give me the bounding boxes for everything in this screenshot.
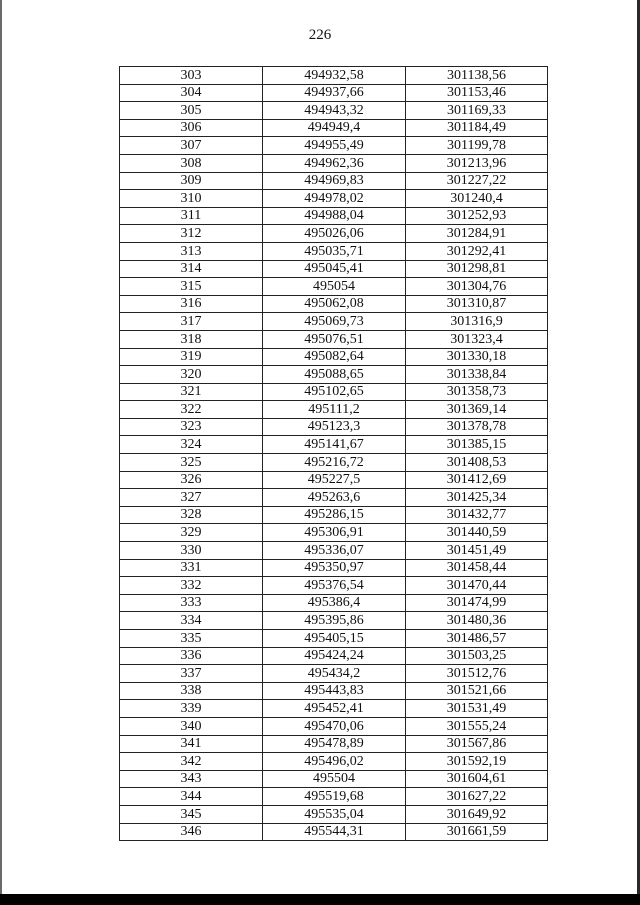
point-number-cell: 308: [120, 154, 263, 172]
y-coordinate-cell: 301451,49: [406, 542, 548, 560]
table-row: [120, 542, 548, 560]
point-number-cell: 314: [120, 260, 263, 278]
point-number-cell: 319: [120, 348, 263, 366]
table-row: [120, 594, 548, 612]
x-coordinate-cell: 495102,65: [263, 383, 406, 401]
table-row: [120, 630, 548, 648]
point-number-cell: 309: [120, 172, 263, 190]
x-coordinate-cell: 494978,02: [263, 190, 406, 208]
table-row: [120, 330, 548, 348]
x-coordinate-cell: 495395,86: [263, 612, 406, 630]
x-coordinate-cell: 495082,64: [263, 348, 406, 366]
table-row: [120, 260, 548, 278]
table-row: [120, 577, 548, 595]
table-row: [120, 137, 548, 155]
table-row: [120, 805, 548, 823]
table-row: [120, 154, 548, 172]
point-number-cell: 333: [120, 594, 263, 612]
y-coordinate-cell: 301425,34: [406, 489, 548, 507]
coordinates-table: [119, 66, 548, 841]
point-number-cell: 326: [120, 471, 263, 489]
point-number-cell: 321: [120, 383, 263, 401]
y-coordinate-cell: 301512,76: [406, 665, 548, 683]
point-number-cell: 320: [120, 366, 263, 384]
x-coordinate-cell: 494988,04: [263, 207, 406, 225]
point-number-cell: 307: [120, 137, 263, 155]
y-coordinate-cell: 301199,78: [406, 137, 548, 155]
x-coordinate-cell: 495076,51: [263, 330, 406, 348]
point-number-cell: 303: [120, 67, 263, 85]
point-number-cell: 328: [120, 506, 263, 524]
point-number-cell: 311: [120, 207, 263, 225]
scan-bottom-bar: [0, 894, 640, 905]
table-row: [120, 489, 548, 507]
x-coordinate-cell: 495306,91: [263, 524, 406, 542]
point-number-cell: 344: [120, 788, 263, 806]
y-coordinate-cell: 301298,81: [406, 260, 548, 278]
table-row: [120, 735, 548, 753]
x-coordinate-cell: 495111,2: [263, 401, 406, 419]
y-coordinate-cell: 301338,84: [406, 366, 548, 384]
y-coordinate-cell: 301521,66: [406, 682, 548, 700]
point-number-cell: 317: [120, 313, 263, 331]
table-row: [120, 770, 548, 788]
y-coordinate-cell: 301330,18: [406, 348, 548, 366]
x-coordinate-cell: 495123,3: [263, 418, 406, 436]
x-coordinate-cell: 495227,5: [263, 471, 406, 489]
x-coordinate-cell: 495434,2: [263, 665, 406, 683]
table-body: [120, 67, 548, 841]
y-coordinate-cell: 301567,86: [406, 735, 548, 753]
scan-left-edge: [0, 0, 2, 905]
point-number-cell: 343: [120, 770, 263, 788]
x-coordinate-cell: 495336,07: [263, 542, 406, 560]
y-coordinate-cell: 301458,44: [406, 559, 548, 577]
table-row: [120, 559, 548, 577]
table-row: [120, 506, 548, 524]
table-row: [120, 366, 548, 384]
point-number-cell: 334: [120, 612, 263, 630]
table-row: [120, 665, 548, 683]
y-coordinate-cell: 301227,22: [406, 172, 548, 190]
x-coordinate-cell: 495062,08: [263, 295, 406, 313]
table-row: [120, 67, 548, 85]
table-row: [120, 295, 548, 313]
point-number-cell: 340: [120, 717, 263, 735]
point-number-cell: 339: [120, 700, 263, 718]
y-coordinate-cell: 301292,41: [406, 242, 548, 260]
y-coordinate-cell: 301385,15: [406, 436, 548, 454]
x-coordinate-cell: 495452,41: [263, 700, 406, 718]
table-row: [120, 700, 548, 718]
table-row: [120, 102, 548, 120]
table-row: [120, 401, 548, 419]
y-coordinate-cell: 301412,69: [406, 471, 548, 489]
point-number-cell: 316: [120, 295, 263, 313]
x-coordinate-cell: 495376,54: [263, 577, 406, 595]
table-row: [120, 717, 548, 735]
point-number-cell: 338: [120, 682, 263, 700]
y-coordinate-cell: 301284,91: [406, 225, 548, 243]
point-number-cell: 342: [120, 753, 263, 771]
y-coordinate-cell: 301184,49: [406, 119, 548, 137]
point-number-cell: 327: [120, 489, 263, 507]
y-coordinate-cell: 301304,76: [406, 278, 548, 296]
point-number-cell: 346: [120, 823, 263, 841]
x-coordinate-cell: 494943,32: [263, 102, 406, 120]
y-coordinate-cell: 301153,46: [406, 84, 548, 102]
y-coordinate-cell: 301408,53: [406, 454, 548, 472]
x-coordinate-cell: 494962,36: [263, 154, 406, 172]
x-coordinate-cell: 494937,66: [263, 84, 406, 102]
point-number-cell: 310: [120, 190, 263, 208]
point-number-cell: 331: [120, 559, 263, 577]
table-row: [120, 190, 548, 208]
x-coordinate-cell: 495544,31: [263, 823, 406, 841]
table-row: [120, 313, 548, 331]
x-coordinate-cell: 495424,24: [263, 647, 406, 665]
table-row: [120, 207, 548, 225]
table-row: [120, 418, 548, 436]
y-coordinate-cell: 301316,9: [406, 313, 548, 331]
x-coordinate-cell: 495535,04: [263, 805, 406, 823]
table-row: [120, 682, 548, 700]
point-number-cell: 304: [120, 84, 263, 102]
x-coordinate-cell: 495405,15: [263, 630, 406, 648]
x-coordinate-cell: 495350,97: [263, 559, 406, 577]
y-coordinate-cell: 301661,59: [406, 823, 548, 841]
point-number-cell: 312: [120, 225, 263, 243]
point-number-cell: 337: [120, 665, 263, 683]
table-row: [120, 84, 548, 102]
x-coordinate-cell: 495216,72: [263, 454, 406, 472]
x-coordinate-cell: 495026,06: [263, 225, 406, 243]
point-number-cell: 306: [120, 119, 263, 137]
x-coordinate-cell: 495519,68: [263, 788, 406, 806]
y-coordinate-cell: 301474,99: [406, 594, 548, 612]
x-coordinate-cell: 494949,4: [263, 119, 406, 137]
y-coordinate-cell: 301486,57: [406, 630, 548, 648]
point-number-cell: 345: [120, 805, 263, 823]
y-coordinate-cell: 301252,93: [406, 207, 548, 225]
x-coordinate-cell: 495088,65: [263, 366, 406, 384]
y-coordinate-cell: 301169,33: [406, 102, 548, 120]
y-coordinate-cell: 301555,24: [406, 717, 548, 735]
table-row: [120, 436, 548, 454]
y-coordinate-cell: 301592,19: [406, 753, 548, 771]
point-number-cell: 322: [120, 401, 263, 419]
x-coordinate-cell: 495286,15: [263, 506, 406, 524]
y-coordinate-cell: 301378,78: [406, 418, 548, 436]
x-coordinate-cell: 495141,67: [263, 436, 406, 454]
table-row: [120, 612, 548, 630]
x-coordinate-cell: 494932,58: [263, 67, 406, 85]
table-row: [120, 788, 548, 806]
point-number-cell: 318: [120, 330, 263, 348]
x-coordinate-cell: 495054: [263, 278, 406, 296]
y-coordinate-cell: 301503,25: [406, 647, 548, 665]
x-coordinate-cell: 495386,4: [263, 594, 406, 612]
table-row: [120, 647, 548, 665]
point-number-cell: 335: [120, 630, 263, 648]
y-coordinate-cell: 301138,56: [406, 67, 548, 85]
point-number-cell: 324: [120, 436, 263, 454]
table-row: [120, 454, 548, 472]
y-coordinate-cell: 301440,59: [406, 524, 548, 542]
x-coordinate-cell: 495478,89: [263, 735, 406, 753]
table-row: [120, 278, 548, 296]
point-number-cell: 305: [120, 102, 263, 120]
y-coordinate-cell: 301649,92: [406, 805, 548, 823]
x-coordinate-cell: 495496,02: [263, 753, 406, 771]
point-number-cell: 332: [120, 577, 263, 595]
table-row: [120, 823, 548, 841]
x-coordinate-cell: 495470,06: [263, 717, 406, 735]
y-coordinate-cell: 301531,49: [406, 700, 548, 718]
y-coordinate-cell: 301323,4: [406, 330, 548, 348]
y-coordinate-cell: 301369,14: [406, 401, 548, 419]
page-number: 226: [308, 27, 332, 43]
x-coordinate-cell: 495263,6: [263, 489, 406, 507]
table-row: [120, 172, 548, 190]
table-row: [120, 471, 548, 489]
table-row: [120, 225, 548, 243]
x-coordinate-cell: 494955,49: [263, 137, 406, 155]
table-row: [120, 383, 548, 401]
y-coordinate-cell: 301470,44: [406, 577, 548, 595]
y-coordinate-cell: 301358,73: [406, 383, 548, 401]
y-coordinate-cell: 301310,87: [406, 295, 548, 313]
point-number-cell: 336: [120, 647, 263, 665]
y-coordinate-cell: 301432,77: [406, 506, 548, 524]
point-number-cell: 330: [120, 542, 263, 560]
y-coordinate-cell: 301604,61: [406, 770, 548, 788]
point-number-cell: 315: [120, 278, 263, 296]
y-coordinate-cell: 301480,36: [406, 612, 548, 630]
y-coordinate-cell: 301240,4: [406, 190, 548, 208]
x-coordinate-cell: 495504: [263, 770, 406, 788]
x-coordinate-cell: 495069,73: [263, 313, 406, 331]
point-number-cell: 341: [120, 735, 263, 753]
x-coordinate-cell: 494969,83: [263, 172, 406, 190]
x-coordinate-cell: 495045,41: [263, 260, 406, 278]
point-number-cell: 329: [120, 524, 263, 542]
point-number-cell: 313: [120, 242, 263, 260]
table-row: [120, 119, 548, 137]
table-row: [120, 348, 548, 366]
table-row: [120, 524, 548, 542]
point-number-cell: 325: [120, 454, 263, 472]
x-coordinate-cell: 495443,83: [263, 682, 406, 700]
point-number-cell: 323: [120, 418, 263, 436]
y-coordinate-cell: 301213,96: [406, 154, 548, 172]
table-row: [120, 753, 548, 771]
y-coordinate-cell: 301627,22: [406, 788, 548, 806]
x-coordinate-cell: 495035,71: [263, 242, 406, 260]
table-row: [120, 242, 548, 260]
